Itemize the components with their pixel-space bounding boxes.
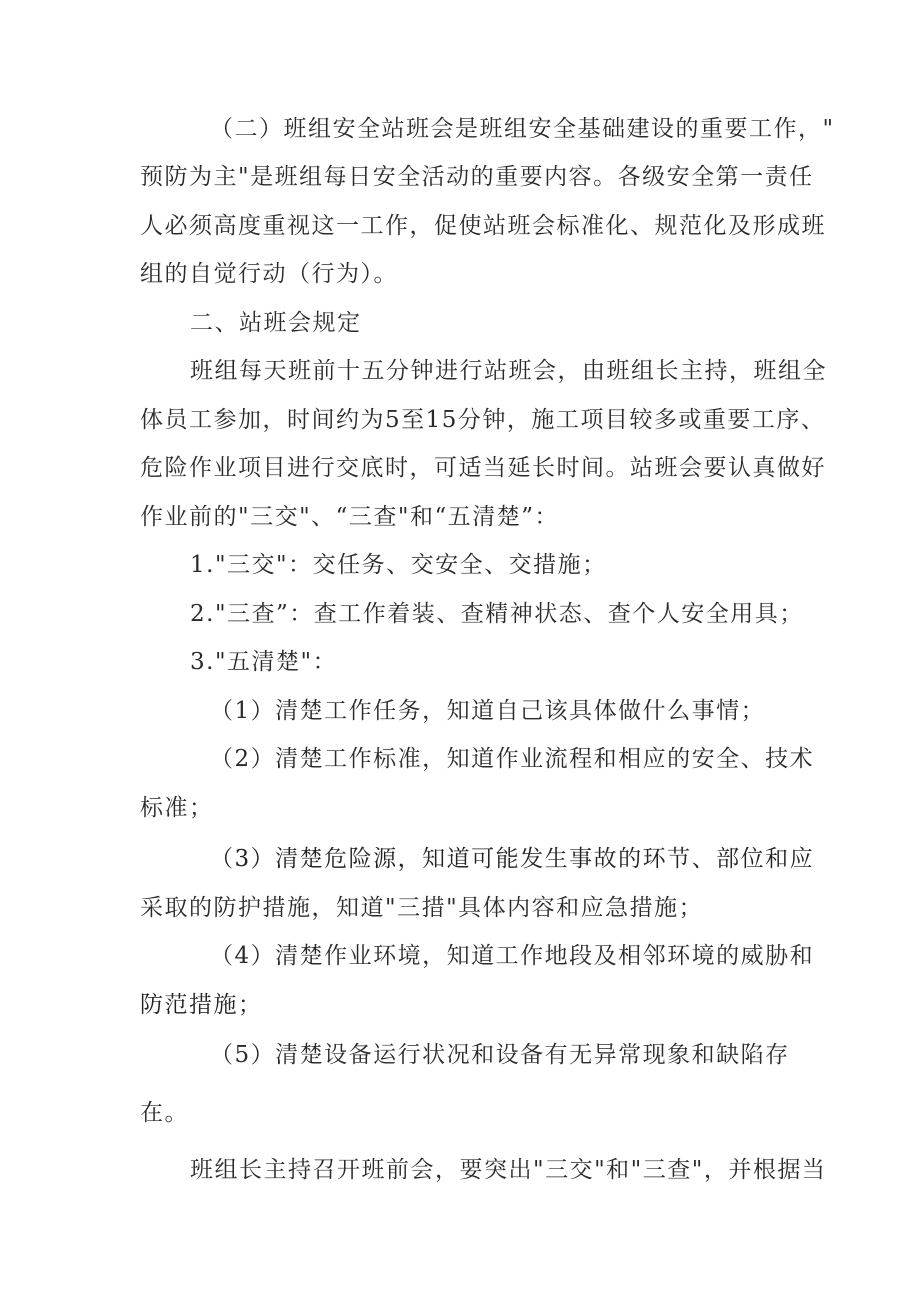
list-item-2: 2."三查”：查工作着装、查精神状态、查个人安全用具； [190,601,804,627]
sub-item-5-line-1: （5）清楚设备运行状况和设备有无异常现象和缺陷存 [210,1042,790,1068]
list-item-1: 1."三交"：交任务、交安全、交措施； [190,552,607,578]
sub-item-3-line-1: （3）清楚危险源，知道可能发生事故的环节、部位和应 [210,846,815,872]
rules-line-4: 作业前的"三交"、“三查"和“五清楚”： [140,504,560,530]
rules-line-2: 体员工参加，时间约为5至15分钟，施工项目较多或重要工序、 [140,407,826,433]
section-heading: 二、站班会规定 [190,310,362,336]
closing-paragraph-line-1: 班组长主持召开班前会，要突出"三交"和"三查"，并根据当 [190,1157,827,1183]
sub-item-4-line-1: （4）清楚作业环境，知道工作地段及相邻环境的威胁和 [210,943,815,969]
sub-item-2-line-1: （2）清楚工作标准，知道作业流程和相应的安全、技术 [210,746,815,772]
sub-item-3-line-2: 采取的防护措施，知道"三措"具体内容和应急措施； [140,895,704,921]
sub-item-1: （1）清楚工作任务，知道自己该具体做什么事情； [210,698,766,724]
sub-item-5-line-2: 在。 [140,1100,189,1126]
sub-item-4-line-2: 防范措施； [140,992,263,1018]
paragraph-2-line-3: 人必须高度重视这一工作，促使站班会标准化、规范化及形成班 [140,213,826,239]
paragraph-2-line-2: 预防为主"是班组每日安全活动的重要内容。各级安全第一责任 [140,164,814,190]
rules-line-3: 危险作业项目进行交底时，可适当延长时间。站班会要认真做好 [140,455,826,481]
paragraph-2-line-1: （二）班组安全站班会是班组安全基础建设的重要工作，" [210,116,835,142]
list-item-3: 3."五清楚"： [190,649,338,675]
rules-line-1: 班组每天班前十五分钟进行站班会，由班组长主持，班组全 [190,358,827,384]
sub-item-2-line-2: 标准； [140,795,214,821]
paragraph-2-line-4: 组的自觉行动（行为）。 [140,261,398,287]
